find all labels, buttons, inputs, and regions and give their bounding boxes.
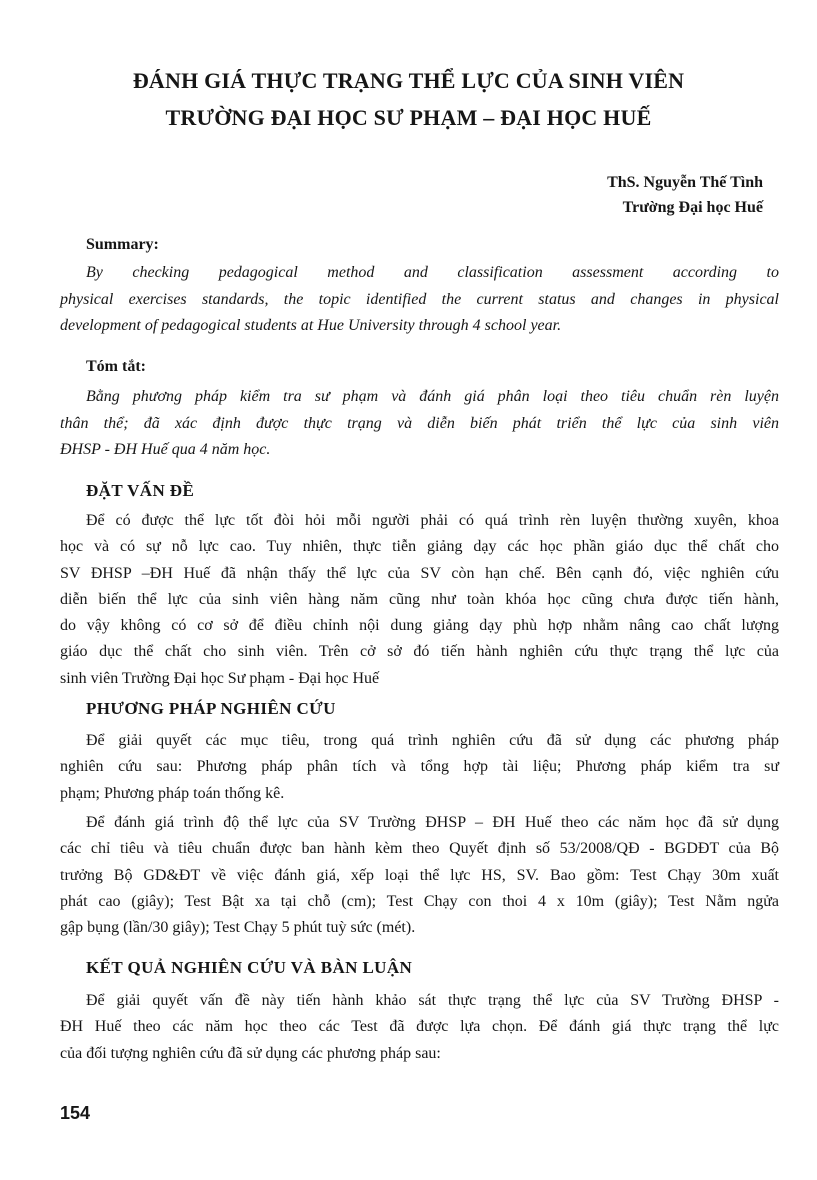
tomtat-line: thân thể; đã xác định được thực trạng và diễn biến phát triển thể lực của sinh viên (60, 414, 779, 432)
body-line: do vậy không có cơ sở để điều chỉnh nội dung giảng dạy phù hợp nhằm nâng cao chất lượng (60, 617, 779, 635)
section-heading-dat-van-de: ĐẶT VẤN ĐỀ (86, 481, 195, 500)
body-line: sinh viên Trường Đại học Sư phạm - Đại học Huế (60, 669, 380, 687)
summary-line: development of pedagogical students at Hue University through 4 school year. (60, 317, 562, 335)
author-affiliation: Trường Đại học Huế (622, 199, 763, 216)
body-line: Để giải quyết vấn đề này tiến hành khảo sát thực trạng thể lực của SV Trường ĐHSP - (86, 992, 779, 1009)
body-line: giáo dục thể chất cho sinh viên. Trên cở sở đó tiến hành nghiên cứu thực trạng thể lực của (60, 643, 779, 661)
paper-title (60, 62, 757, 136)
body-line: ĐH Huế theo các năm học theo các Test đã được lựa chọn. Để đánh giá thực trạng thể lực (60, 1018, 779, 1036)
summary-text (60, 260, 779, 340)
author-name: ThS. Nguyễn Thế Tình (607, 174, 763, 191)
section-dat-van-de-text (60, 508, 779, 692)
body-line: gập bụng (lần/30 giây); Test Chạy 5 phút tuỳ sức (mét). (60, 919, 416, 937)
body-line: SV ĐHSP –ĐH Huế đã nhận thấy thể lực của SV còn hạn chế. Bên cạnh đó, việc nghiên cứu (60, 564, 779, 582)
body-line: phát cao (giây); Test Bật xa tại chỗ (cm); Test Chạy con thoi 4 x 10m (giây); Test Nằm ngửa (60, 892, 779, 910)
section-phuong-phap-para-2 (60, 810, 779, 941)
author-block (607, 170, 763, 220)
section-heading-phuong-phap: PHƯƠNG PHÁP NGHIÊN CỨU (86, 699, 336, 718)
tomtat-text (60, 384, 779, 464)
body-line: các chỉ tiêu và tiêu chuẩn được ban hành kèm theo Quyết định số 53/2008/QĐ - BGDĐT của Bộ (60, 840, 779, 858)
page-number: 154 (60, 1103, 91, 1123)
section-ket-qua-text (60, 988, 779, 1067)
body-line: của đối tượng nghiên cứu đã sử dụng các phương pháp sau: (60, 1044, 441, 1062)
summary-heading: Summary: (86, 236, 159, 253)
title-line-2: TRƯỜNG ĐẠI HỌC SƯ PHẠM – ĐẠI HỌC HUẾ (165, 105, 652, 130)
section-phuong-phap-para-1 (60, 728, 779, 807)
title-line-1: ĐÁNH GIÁ THỰC TRẠNG THỂ LỰC CỦA SINH VIÊN (132, 68, 685, 93)
body-line: Để giải quyết các mục tiêu, trong quá trình nghiên cứu đã sử dụng các phương pháp (86, 732, 779, 749)
body-line: trưởng Bộ GD&ĐT về việc đánh giá, xếp loại thể lực HS, SV. Bao gồm: Test Chạy 30m xuất (60, 866, 779, 884)
summary-line: By checking pedagogical method and classification assessment according to (86, 264, 779, 281)
body-line: nghiên cứu sau: Phương pháp phân tích và tổng hợp tài liệu; Phương pháp kiểm tra sư (60, 758, 779, 776)
body-line: Để đánh giá trình độ thể lực của SV Trường ĐHSP – ĐH Huế theo các năm học đã sử dụng (86, 814, 779, 831)
body-line: diễn biến thể lực của sinh viên hàng năm cũng như toàn khóa học cũng chưa được tiến hành, (60, 590, 779, 608)
tomtat-heading: Tóm tắt: (86, 358, 146, 375)
body-line: Để có được thể lực tốt đòi hỏi mỗi người phải có quá trình rèn luyện thường xuyên, khoa (86, 512, 779, 529)
body-line: học và có sự nỗ lực cao. Tuy nhiên, thực tiễn giảng dạy các học phần giáo dục thể chất cho (60, 538, 779, 556)
tomtat-line: ĐHSP - ĐH Huế qua 4 năm học. (60, 441, 271, 459)
summary-line: physical exercises standards, the topic identified the current status and changes in physical (60, 290, 779, 308)
tomtat-line: Bằng phương pháp kiểm tra sư phạm và đánh giá phân loại theo tiêu chuẩn rèn luyện (86, 388, 779, 405)
section-heading-ket-qua: KẾT QUẢ NGHIÊN CỨU VÀ BÀN LUẬN (86, 958, 413, 977)
body-line: phạm; Phương pháp toán thống kê. (60, 784, 285, 802)
